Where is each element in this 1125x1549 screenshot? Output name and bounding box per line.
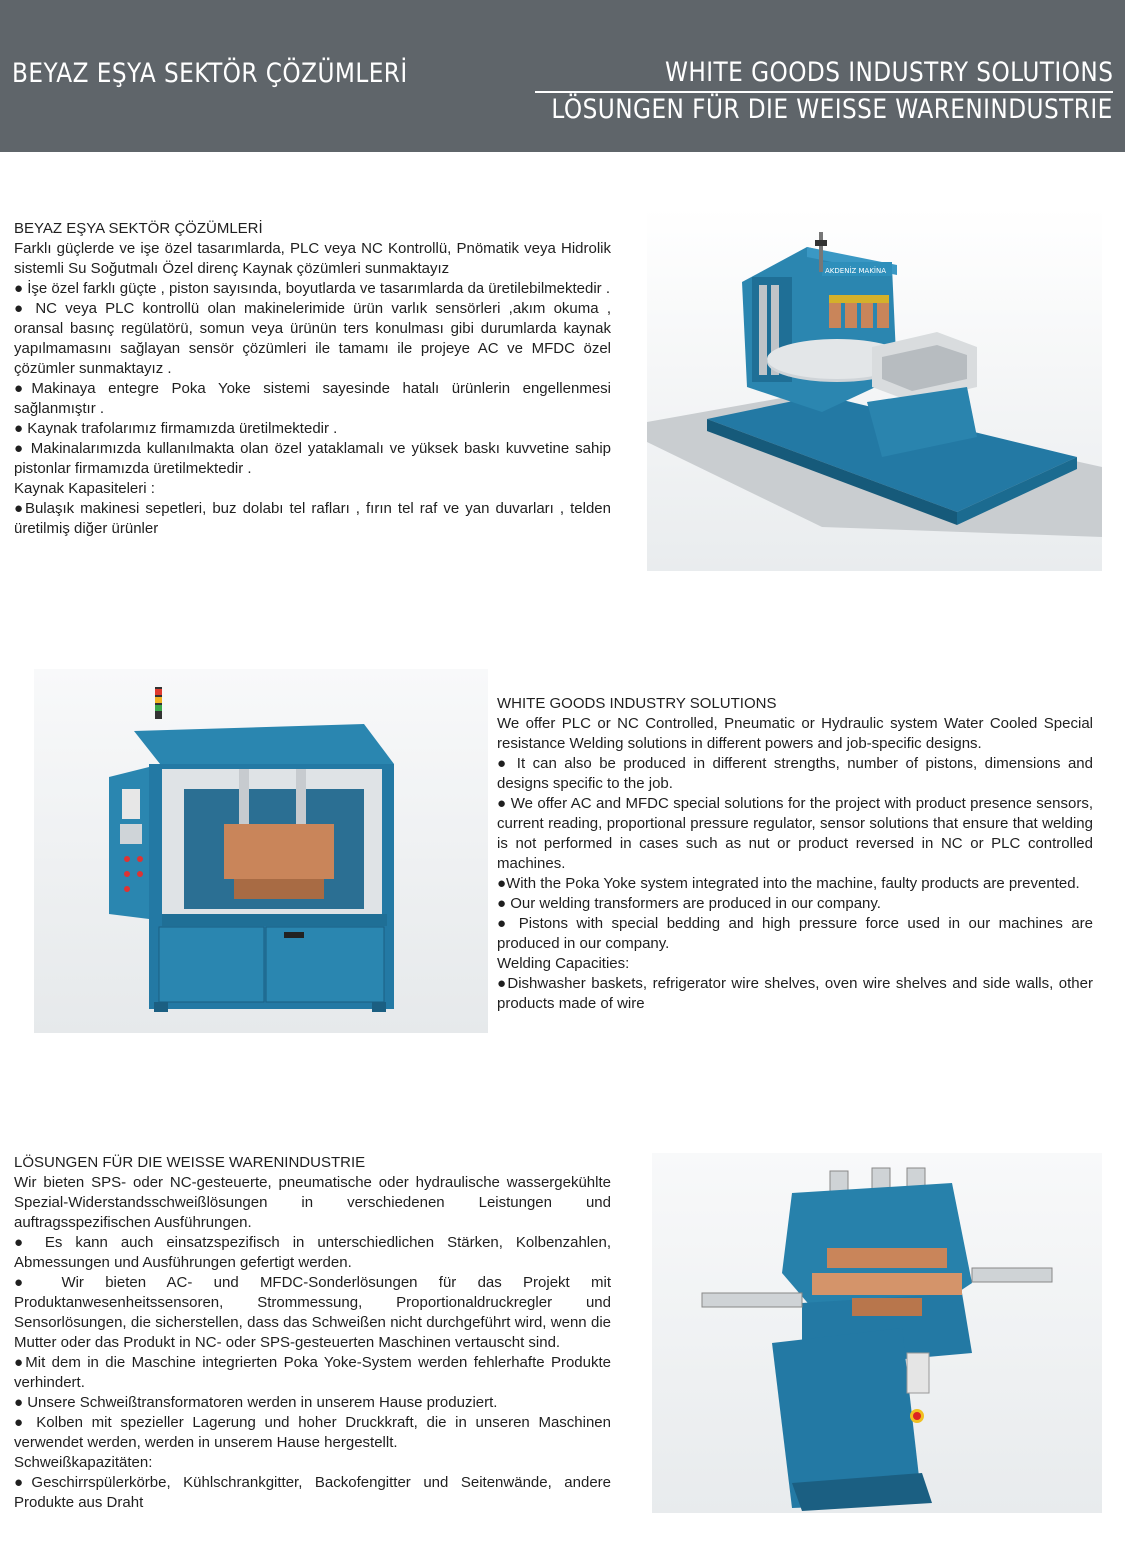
section-de-heading: LÖSUNGEN FÜR DIE WEISSE WARENINDUSTRIE: [14, 1154, 366, 1171]
section-en-paragraph: We offer PLC or NC Controlled, Pneumatic or Hydraulic system Water Cooled Special resistance Welding solutions in different powers and job-specific designs.: [497, 715, 1093, 752]
section-de-paragraph: ●Geschirrspülerkörbe, Kühlschrankgitter, Backofengitter und Seitenwände, andere Produkte aus Draht: [14, 1474, 611, 1511]
section-en-heading: WHITE GOODS INDUSTRY SOLUTIONS: [497, 695, 777, 712]
section-de-paragraph: ●Mit dem in die Maschine integrierten Poka Yoke-System werden fehlerhafte Produkte verhindert.: [14, 1354, 611, 1391]
section-tr-heading: BEYAZ EŞYA SEKTÖR ÇÖZÜMLERİ: [14, 220, 263, 237]
header-title-tr: BEYAZ EŞYA SEKTÖR ÇÖZÜMLERİ: [12, 58, 408, 89]
section-en: [497, 694, 1093, 1014]
machine-cabinet-image: [34, 669, 488, 1033]
section-tr-paragraph: ● NC veya PLC kontrollü olan makinelerimide ürün varlık sensörleri ,akım okuma , oransal basınç regülatörü, somun veya ürünün ters konulması gibi durumlarda kaynak yapılmamasını sağlayan sensör çözümleri ile tamamı ile projeye AC ve MFDC özel çözümler sunmaktayız .: [14, 300, 611, 377]
section-en-paragraph: ● Pistons with special bedding and high pressure force used in our machines are produced in our company.: [497, 915, 1093, 952]
section-en-paragraph: ● It can also be produced in different strengths, number of pistons, dimensions and designs specific to the job.: [497, 755, 1093, 792]
section-de-paragraph: Schweißkapazitäten:: [14, 1454, 153, 1471]
header-title-de: LÖSUNGEN FÜR DIE WEISSE WARENINDUSTRIE: [551, 94, 1113, 125]
section-en-paragraph: ●Dishwasher baskets, refrigerator wire shelves, oven wire shelves and side walls, other products made of wire: [497, 975, 1093, 1012]
machine-press-image: [652, 1153, 1102, 1513]
section-tr-paragraph: ●Makinaya entegre Poka Yoke sistemi sayesinde hatalı ürünlerin engellenmesi sağlanmıştır .: [14, 380, 611, 417]
section-en-paragraph: ●With the Poka Yoke system integrated into the machine, faulty products are prevented.: [497, 875, 1080, 892]
page-header: [0, 0, 1125, 152]
header-divider: [535, 91, 1113, 93]
header-title-en: WHITE GOODS INDUSTRY SOLUTIONS: [664, 57, 1113, 88]
section-de-paragraph: ● Unsere Schweißtransformatoren werden in unserem Hause produziert.: [14, 1394, 498, 1411]
section-de-paragraph: ● Wir bieten AC- und MFDC-Sonderlösungen für das Projekt mit Produktanwesenheitssensoren, Strommessung, Proportionaldruckregler und Sensorlösungen, die sicherstellen, dass das Schweißen nicht durchgeführt wird, wenn die Mutter oder das Produkt in NC- oder SPS-gesteuerten Maschinen vertauscht sind.: [14, 1274, 611, 1351]
section-en-paragraph: Welding Capacities:: [497, 955, 630, 972]
section-en-paragraph: ● We offer AC and MFDC special solutions for the project with product presence sensors, current reading, proportional pressure regulator, sensor solutions that ensure that welding is not performed in cases such as nut or product reversed in NC or PLC controlled machines.: [497, 795, 1093, 872]
section-de: [14, 1153, 611, 1513]
section-de-paragraph: ● Kolben mit spezieller Lagerung und hoher Druckkraft, die in unseren Maschinen verwendet werden, werden in unserem Hause hergestellt.: [14, 1414, 611, 1451]
section-tr-paragraph: Kaynak Kapasiteleri :: [14, 480, 155, 497]
section-de-paragraph: Wir bieten SPS- oder NC-gesteuerte, pneumatische oder hydraulische wassergekühlte Spezial-Widerstandsschweißlösungen in verschiedenen Leistungen und auftragsspezifischen Ausführungen.: [14, 1174, 611, 1231]
section-tr: [14, 219, 611, 539]
section-tr-paragraph: Farklı güçlerde ve işe özel tasarımlarda, PLC veya NC Kontrollü, Pnömatik veya Hidrolik sistemli Su Soğutmalı Özel direnç Kaynak çözümleri sunmaktayız: [14, 240, 611, 277]
machine-brand-label: AKDENİZ MAKİNA: [825, 267, 887, 275]
section-tr-paragraph: ● Makinalarımızda kullanılmakta olan özel yataklamalı ve yüksek baskı kuvvetine sahip pistonlar firmamızda üretilmektedir .: [14, 440, 611, 477]
machine-rotary-image: [647, 207, 1102, 571]
section-tr-paragraph: ● İşe özel farklı güçte , piston sayısında, boyutlarda ve tasarımlarda da üretilebilmektedir .: [14, 280, 611, 297]
section-de-paragraph: ● Es kann auch einsatzspezifisch in unterschiedlichen Stärken, Kolbenzahlen, Abmessungen und Ausführungen gefertigt werden.: [14, 1234, 611, 1271]
section-tr-paragraph: ● Kaynak trafolarımız firmamızda üretilmektedir .: [14, 420, 338, 437]
section-tr-paragraph: ●Bulaşık makinesi sepetleri, buz dolabı tel rafları , fırın tel raf ve yan duvarları , telden üretilmiş diğer ürünler: [14, 500, 611, 537]
section-en-paragraph: ● Our welding transformers are produced in our company.: [497, 895, 881, 912]
